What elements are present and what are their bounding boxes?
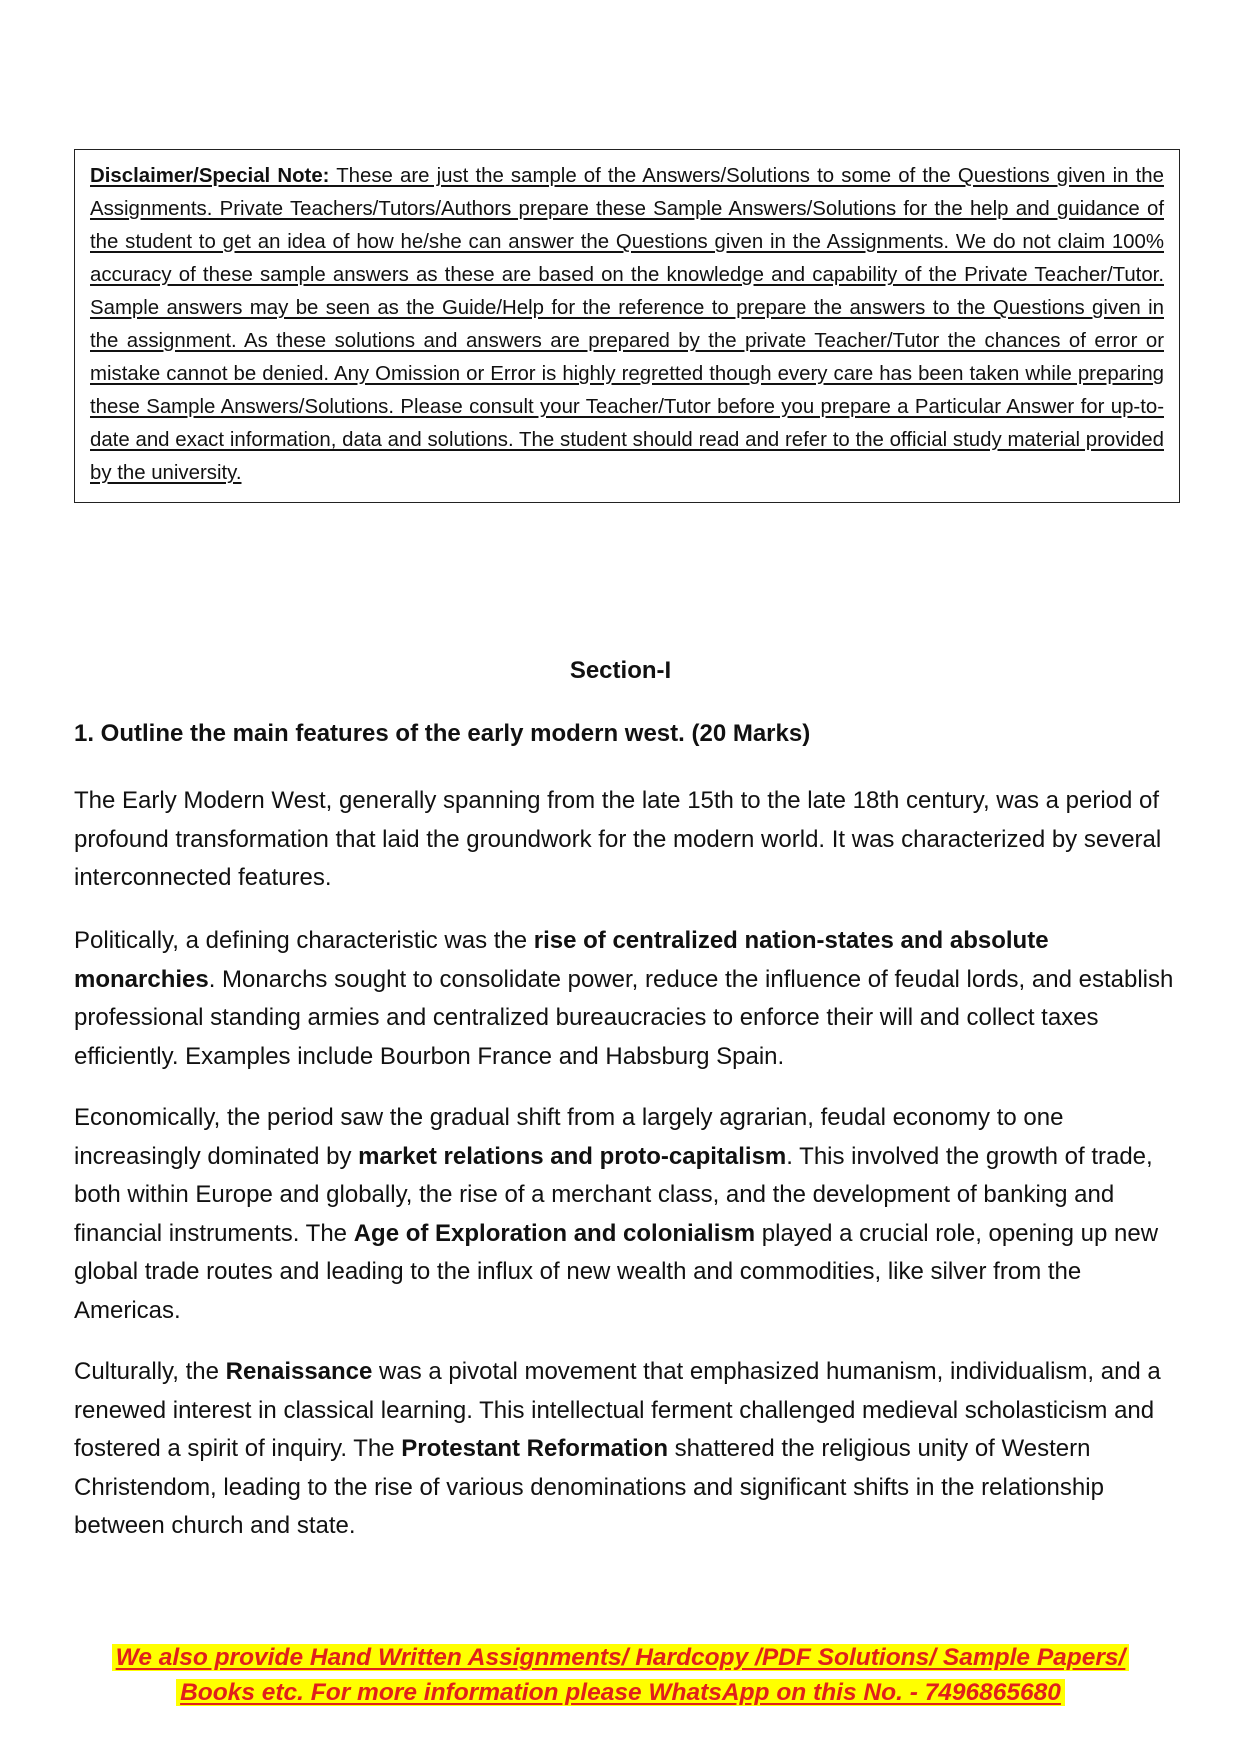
paragraph-economic-text-c: . This involved the growth of trade, both within Europe and globally, the rise of a merchant class, and the development of banking and financial instruments. The <box>74 1142 1153 1247</box>
paragraph-political <box>74 922 1180 1076</box>
paragraph-intro <box>74 782 1180 898</box>
question-heading: 1. Outline the main features of the early modern west. (20 Marks) <box>74 720 811 747</box>
disclaimer-box <box>74 149 1180 503</box>
paragraph-economic <box>74 1099 1180 1330</box>
disclaimer-label: Disclaimer/Special Note: <box>90 165 330 187</box>
paragraph-cultural-bold-1: Renaissance <box>225 1358 373 1385</box>
disclaimer-text: These are just the sample of the Answers/Solutions to some of the Questions given in the Assignments. Private Teachers/Tutors/Authors prepare these Sample Answers/Solutions for the help and guidance of the student to get an idea of how he/she can answer the Questions given in the Assignments. We do not claim 100% accuracy of these sample answers as these are based on the knowledge and capability of the Private Teacher/Tutor. Sample answers may be seen as the Guide/Help for the reference to prepare the answers to the Questions given in the assignment. As these solutions and answers are prepared by the private Teacher/Tutor the chances of error or mistake cannot be denied. Any Omission or Error is highly regretted though every care has been taken while preparing these Sample Answers/Solutions. Please consult your Teacher/Tutor before you prepare a Particular Answer for up-to-date and exact information, data and solutions. The student should read and refer to the official study material provided by the university. <box>90 165 1164 484</box>
paragraph-intro-text: The Early Modern West, generally spanning from the late 15th to the late 18th century, was a period of profound transformation that laid the groundwork for the modern world. It was characterized by several interconnected features. <box>74 787 1162 891</box>
section-title: Section-I <box>569 657 672 684</box>
paragraph-cultural-text-d: shattered the religious unity of Western Christendom, leading to the rise of various denominations and significant shifts in the relationship between church and state. <box>74 1435 1104 1539</box>
paragraph-cultural-text-a: Culturally, the <box>74 1358 226 1385</box>
paragraph-political-text-a: Politically, a defining characteristic was the <box>74 927 534 954</box>
promo-line-1: We also provide Hand Written Assignments/ Hardcopy /PDF Solutions/ Sample Papers/ <box>112 1644 1130 1671</box>
paragraph-economic-bold-2: Age of Exploration and colonialism <box>353 1219 756 1247</box>
paragraph-political-bold: rise of centralized nation-states and absolute monarchies <box>74 927 1049 993</box>
paragraph-economic-bold-1: market relations and proto-capitalism <box>358 1142 787 1170</box>
paragraph-cultural <box>74 1353 1180 1546</box>
promo-line-2: Books etc. For more information please WhatsApp on this No. - 7496865680 <box>176 1679 1065 1706</box>
paragraph-economic-text-a: Economically, the period saw the gradual shift from a largely agrarian, feudal economy to one increasingly dominated by <box>74 1104 1064 1170</box>
paragraph-cultural-bold-2: Protestant Reformation <box>401 1435 668 1462</box>
paragraph-economic-text-d: played a crucial role, opening up new global trade routes and leading to the influx of new wealth and commodities, like silver from the Americas. <box>74 1219 1159 1324</box>
paragraph-political-text-c: . Monarchs sought to consolidate power, reduce the influence of feudal lords, and establish professional standing armies and centralized bureaucracies to enforce their will and collect taxes efficiently. Examples include Bourbon France and Habsburg Spain. <box>74 965 1174 1070</box>
promo-footer <box>0 1640 1241 1710</box>
paragraph-cultural-text-c: was a pivotal movement that emphasized humanism, individualism, and a renewed interest in classical learning. This intellectual ferment challenged medieval scholasticism and fostered a spirit of inquiry. The <box>74 1358 1161 1462</box>
